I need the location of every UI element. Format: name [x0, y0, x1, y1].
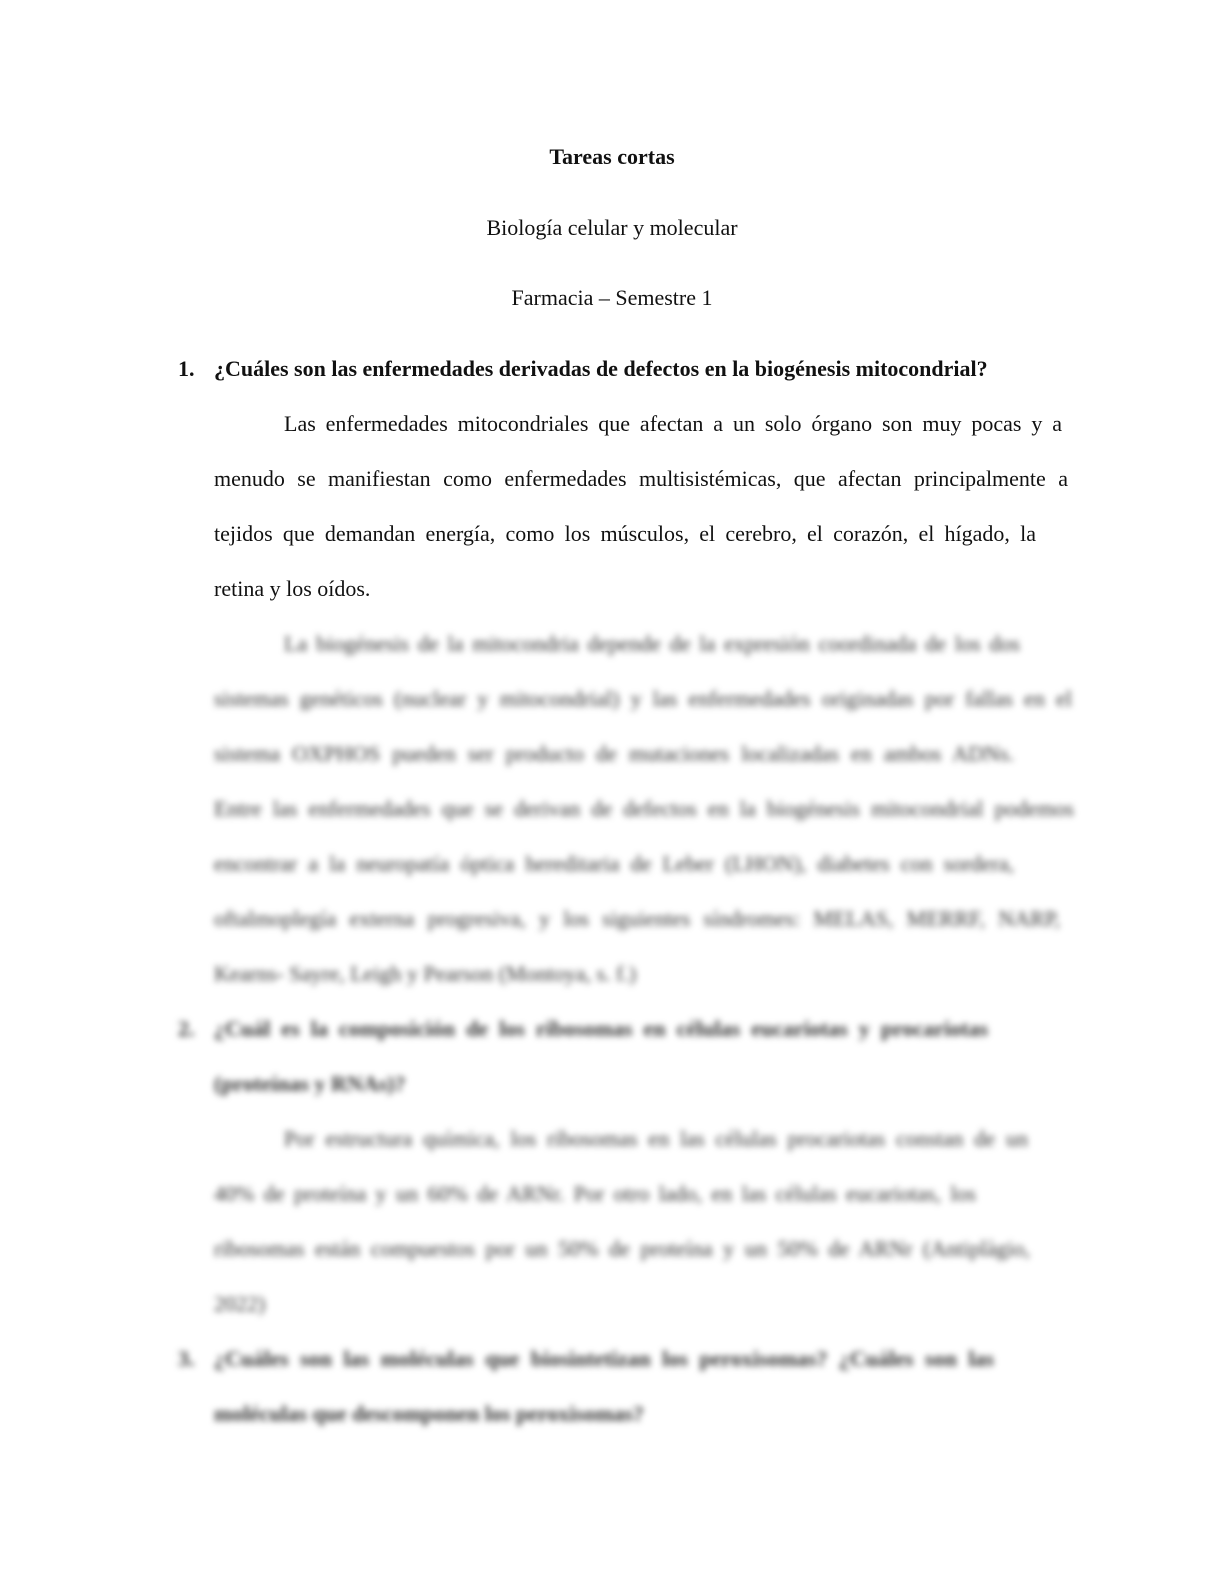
question-title: ¿Cuáles son las enfermedades derivadas de defectos en la biogénesis mitocondrial?: [214, 356, 988, 381]
paragraph-line: 40% de proteína y un 60% de ARNr. Por otro lado, en las células eucariotas, los: [214, 1181, 976, 1206]
paragraph-line: Las enfermedades mitocondriales que afectan a un solo órgano son muy pocas y a: [284, 411, 1062, 436]
paragraph-line: 2022): [214, 1291, 266, 1316]
paragraph-line: sistema OXPHOS pueden ser producto de mutaciones localizadas en ambos ADNs.: [214, 741, 1014, 766]
document-program: Farmacia – Semestre 1: [511, 285, 713, 310]
paragraph-line: tejidos que demandan energía, como los músculos, el cerebro, el corazón, el hígado, la: [214, 521, 1036, 546]
question-title: ¿Cuáles son las moléculas que biosintetizan los peroxisomas? ¿Cuáles son las: [214, 1346, 994, 1371]
question-number: 1.: [178, 356, 195, 381]
paragraph-line: menudo se manifiestan como enfermedades multisistémicas, que afectan principalmente a: [214, 466, 1068, 491]
paragraph-line: Kearns- Sayre, Leigh y Pearson (Montoya, s. f.): [214, 961, 637, 986]
document-subject: Biología celular y molecular: [486, 215, 738, 240]
paragraph-line: Por estructura química, los ribosomas en las células procariotas constan de un: [284, 1126, 1028, 1151]
paragraph-line: oftalmoplegía externa progresiva, y los siguientes síndromes: MELAS, MERRF, NARP,: [214, 906, 1060, 931]
paragraph-line: encontrar a la neuropatía óptica hereditaria de Leber (LHON), diabetes con sordera,: [214, 851, 1014, 876]
paragraph-line: ribosomas están compuestos por un 50% de proteína y un 50% de ARNr (Antiplàgio,: [214, 1236, 1030, 1261]
paragraph-line: Entre las enfermedades que se derivan de defectos en la biogénesis mitocondrial podemos: [214, 796, 1074, 821]
paragraph-line: La biogénesis de la mitocondria depende de la expresión coordinada de los dos: [284, 631, 1020, 656]
question-number: 3.: [178, 1346, 195, 1371]
paragraph-line: sistemas genéticos (nuclear y mitocondrial) y las enfermedades originadas por fallas en el: [214, 686, 1072, 711]
question-title: ¿Cuál es la composición de los ribosomas en células eucariotas y procariotas: [214, 1016, 988, 1041]
paragraph-line: retina y los oídos.: [214, 576, 371, 601]
document-title: Tareas cortas: [549, 144, 675, 169]
question-number: 2.: [178, 1016, 195, 1041]
question-title: (proteínas y RNAs)?: [214, 1071, 406, 1096]
question-title: moléculas que descomponen los peroxisomas?: [214, 1401, 644, 1426]
